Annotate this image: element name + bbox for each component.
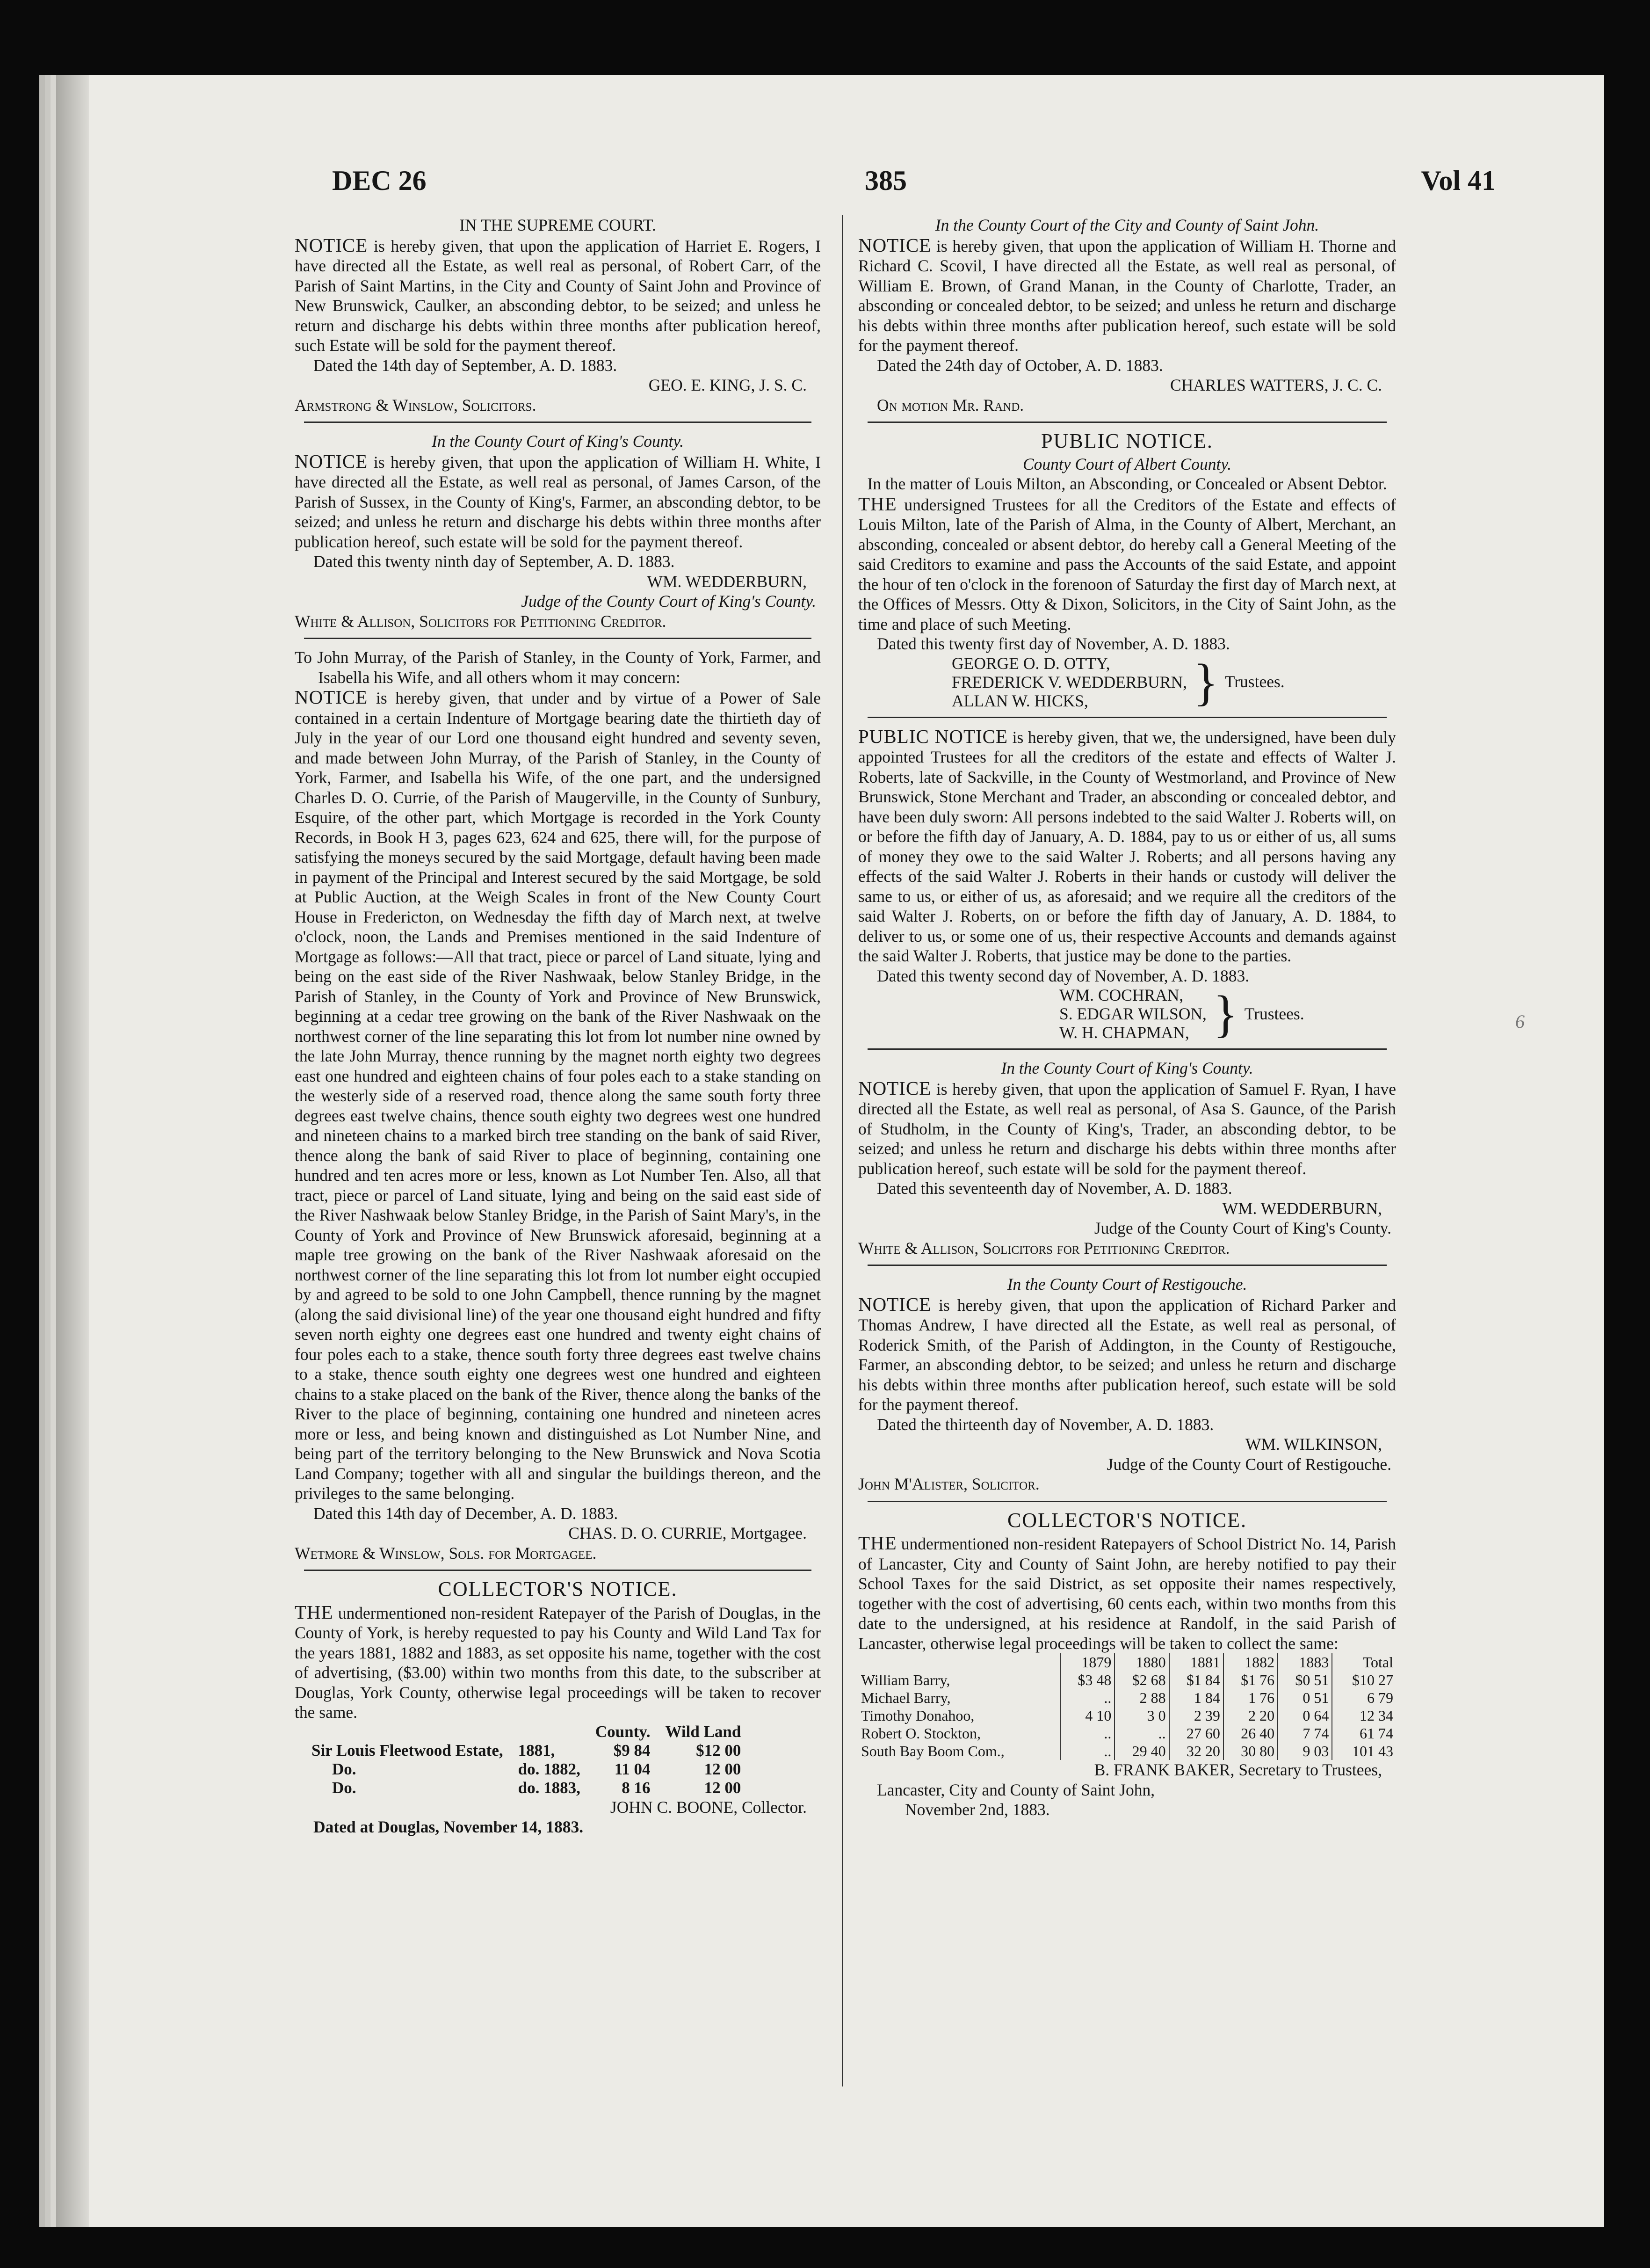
table-cell: 12 00 (704, 1778, 741, 1797)
table-header-row (858, 1653, 1396, 1671)
notice-judge-title: Judge of the County Court of King's County. (1094, 1219, 1391, 1237)
table-cell: 30 80 (1223, 1742, 1278, 1760)
table-cell: Do. (332, 1778, 356, 1797)
section-rule (868, 717, 1387, 718)
table-cell: 9 03 (1278, 1742, 1332, 1760)
notice-body: THE undermentioned non-resident Ratepayers of School District No. 14, Parish of Lancaster, City and County of Saint John, are hereby notified to pay their School Taxes for the said District, as set opposite their names respectively, together with the cost of advertising, 60 cents each, within two months from this date to the undersigned, at his residence at Randolf, in the said Parish of Lancaster, otherwise legal proceedings will be taken to collect the same: (858, 1532, 1396, 1653)
table-cell: $0 51 (1278, 1671, 1332, 1689)
table-cell: $1 84 (1169, 1671, 1223, 1689)
trustee-name: ALLAN W. HICKS, (952, 691, 1088, 710)
table-row (304, 1760, 748, 1779)
column-header: Wild Land (665, 1722, 741, 1741)
table-cell: do. 1883, (518, 1778, 580, 1797)
notice-signer: GEO. E. KING, J. S. C. (648, 376, 807, 394)
column-header (858, 1653, 1060, 1671)
westmorland-public-notice (858, 727, 1396, 1042)
column-header: Total (1332, 1653, 1396, 1671)
table-row (304, 1741, 748, 1760)
table-row (304, 1779, 748, 1797)
notice-body: THE undermentioned non-resident Ratepayer of the Parish of Douglas, in the County of York, is hereby requested to pay his County and Wild Land Tax for the years 1881, 1882 and 1883, as set opposite his name, together with the cost of advertising, ($3.00) within two months from this date, to the subscriber at Douglas, York County, otherwise legal proceedings will be taken to recover the same. (295, 1601, 821, 1722)
notice-date: November 2nd, 1883. (905, 1800, 1050, 1819)
supreme-court-notice (295, 215, 821, 415)
table-cell: 32 20 (1169, 1742, 1223, 1760)
table-cell: .. (1060, 1689, 1114, 1707)
table-cell: 3 0 (1114, 1707, 1169, 1724)
notice-body: NOTICE is hereby given, that under and by virtue of a Power of Sale contained in a certain Indenture of Mortgage bearing date the thirtieth day of July in the year of our Lord one thousand eight hundred and seventy seven, and made between John Murray, of the Parish of Stanley, in the County of York, Farmer, and Isabella his Wife, of the one part, and the undersigned Charles D. O. Currie, of the Parish of Maugerville, in the County of Sunbury, Esquire, of the other part, which Mortgage is recorded in the York County Records, in Book H 3, pages 623, 624 and 625, there will, for the purpose of satisfying the moneys secured by the said Mortgage, default having been made in payment of the Principal and Interest secured by the said Mortgage, be sold at Public Auction, at the Weigh Scales in front of the New County Court House in Fredericton, on Wednesday the fifth day of March next, at twelve o'clock, noon, the Lands and Premises mentioned in the said Indenture of Mortgage as follows:—All that tract, piece or parcel of Land situate, lying and being on the east side of the River Nashwaak, below Stanley Bridge, in the Parish of Stanley, in the County of York and Province of New Brunswick, beginning at a cedar tree growing on the bank of the River Nashwaak on the northwest corner of the line separating this lot from lot number nine owned by the late John Murray, thence running by the magnet north eighty two degrees east one hundred and eighteen chains of four poles each to a stake standing on the westerly side of a reserved road, thence along the same south forty three degrees east twelve chains, thence south eighty two degrees west one hundred and nineteen chains to a marked birch tree standing on the bank of said River, thence along the bank of said River to place of beginning, containing one hundred and ten acres more or less, known as Lot Number Ten. Also, all that tract, piece or parcel of Land situate, lying and being on the said east side of the River Nashwaak below Stanley Bridge, in the Parish of Saint Mary's, in the County of York and Province of New Brunswick aforesaid, beginning at a maple tree growing on the bank of the River Nashwaak aforesaid on the northwest corner of the line separating this lot from lot number eight occupied by and agreed to be sold to one John Campbell, thence running by the magnet (along the said divisional line) of the year one thousand eight hundred and fifty seven north eighty one degrees east one hundred and twenty eight chains of four poles each to a stake, thence south forty three degrees east twelve chains to a stake, thence south eighty one degrees west one hundred and eighteen chains to a stake placed on the bank of the River, thence along the banks of the River to the place of beginning, containing one hundred and nineteen acres more or less, and being known and distinguished as Lot Number Nine, and being part of the territory belonging to the New Brunswick and Nova Scotia Land Company; together with all and singular the buildings thereon, and the privileges to the same belonging. (295, 686, 821, 1503)
table-cell: 29 40 (1114, 1742, 1169, 1760)
trustee-name: GEORGE O. D. OTTY, (952, 654, 1110, 673)
column-header: 1880 (1114, 1653, 1169, 1671)
notice-heading: In the County Court of King's County. (1001, 1059, 1253, 1077)
table-cell: 0 64 (1278, 1707, 1332, 1724)
saint-john-county-notice (858, 215, 1396, 415)
table-cell: 1881, (518, 1741, 555, 1759)
section-rule (868, 422, 1387, 423)
table-cell: $1 76 (1223, 1671, 1278, 1689)
table-row (858, 1707, 1396, 1724)
notice-signer: WM. WILKINSON, (1245, 1435, 1382, 1454)
notice-body: NOTICE is hereby given, that upon the application of Richard Parker and Thomas Andrew, I have directed all the Estate, as well real as personal, of Roderick Smith, of the Parish of Addington, in the County of Restigouche, Farmer, an absconding debtor, to be seized; and unless he return and discharge his debts within three months after publication hereof, such estate will be sold for the payment thereof. (858, 1293, 1396, 1414)
table-cell: .. (1060, 1724, 1114, 1742)
notice-signer: WM. WEDDERBURN, (647, 572, 807, 591)
right-column (858, 215, 1396, 1826)
table-cell: 4 10 (1060, 1707, 1114, 1724)
column-header: County. (595, 1722, 651, 1741)
trustee-name: W. H. CHAPMAN, (1059, 1023, 1189, 1042)
notice-solicitors: Wetmore & Winslow, Sols. for Mortgagee. (295, 1543, 597, 1563)
left-column (295, 215, 821, 1844)
table-cell: 11 04 (614, 1759, 651, 1778)
notice-heading: PUBLIC NOTICE. (1041, 429, 1213, 452)
trustees-label: Trustees. (1224, 672, 1285, 691)
table-header-row (304, 1723, 748, 1741)
collectors-notice-lancaster (858, 1508, 1396, 1820)
notice-heading: In the County Court of Restigouche. (1007, 1275, 1247, 1294)
notice-court: County Court of Albert County. (1022, 454, 1232, 473)
brace-icon: } (1213, 985, 1238, 1042)
notice-date: Dated the thirteenth day of November, A. D. 1883. (877, 1415, 1214, 1434)
table-cell: 1 76 (1223, 1689, 1278, 1707)
notice-date: Dated the 14th day of September, A. D. 1883. (313, 356, 617, 375)
column-header: 1883 (1278, 1653, 1332, 1671)
table-cell: 27 60 (1169, 1724, 1223, 1742)
column-header: 1881 (1169, 1653, 1223, 1671)
notice-solicitors: White & Allison, Solicitors for Petitioning Creditor. (858, 1238, 1230, 1258)
notice-solicitors: Armstrong & Winslow, Solicitors. (295, 395, 536, 414)
notice-heading: COLLECTOR'S NOTICE. (1007, 1508, 1247, 1532)
notice-date: Dated this seventeenth day of November, A. D. 1883. (877, 1179, 1232, 1198)
table-cell: 0 51 (1278, 1689, 1332, 1707)
table-cell: 7 74 (1278, 1724, 1332, 1742)
wild-land-tax-table (304, 1723, 748, 1797)
header-page-number: 385 (865, 165, 907, 196)
page-header (276, 165, 1496, 202)
albert-county-public-notice (858, 431, 1396, 710)
collectors-notice-douglas (295, 1579, 821, 1837)
table-cell: South Bay Boom Com., (861, 1743, 1005, 1759)
notice-date: Dated this 14th day of December, A. D. 1883. (313, 1504, 618, 1523)
notice-matter: In the matter of Louis Milton, an Absconding, or Concealed or Absent Debtor. (867, 474, 1387, 493)
table-cell: 8 16 (622, 1778, 651, 1797)
trustee-name: S. EDGAR WILSON, (1059, 1004, 1207, 1023)
table-cell: 101 43 (1332, 1742, 1396, 1760)
table-cell: $12 00 (696, 1741, 741, 1759)
notice-place: Lancaster, City and County of Saint John, (877, 1780, 1155, 1799)
notice-body: NOTICE is hereby given, that upon the application of William H. White, I have directed all the Estate, as well real as personal, of James Carson, of the Parish of Sussex, in the County of King's, Farmer, an absconding debtor, to be seized; and unless he return and discharge his debts within three months after publication hereof, such estate will be sold for the payment thereof. (295, 450, 821, 551)
notice-date: Dated this twenty first day of November, A. D. 1883. (877, 634, 1230, 653)
notice-signer: CHARLES WATTERS, J. C. C. (1170, 376, 1382, 394)
section-rule (304, 638, 811, 639)
table-cell: .. (1114, 1724, 1169, 1742)
column-header: 1882 (1223, 1653, 1278, 1671)
notice-judge-title: Judge of the County Court of King's County. (521, 592, 816, 611)
notice-solicitors: John M'Alister, Solicitor. (858, 1475, 1040, 1493)
column-divider (842, 215, 843, 2086)
section-rule (868, 1265, 1387, 1266)
header-volume: Vol 41 (1421, 165, 1496, 196)
table-cell: 2 20 (1223, 1707, 1278, 1724)
notice-signer: CHAS. D. O. CURRIE, Mortgagee. (568, 1524, 807, 1542)
column-header: 1879 (1060, 1653, 1114, 1671)
notice-heading: COLLECTOR'S NOTICE. (438, 1577, 678, 1600)
table-cell: .. (1060, 1742, 1114, 1760)
table-cell: 2 39 (1169, 1707, 1223, 1724)
notice-date: Dated this twenty second day of November, A. D. 1883. (877, 966, 1250, 985)
notice-body: NOTICE is hereby given, that upon the application of Samuel F. Ryan, I have directed all the Estate, as well real as personal, of Asa S. Gaunce, of the Parish of Studholm, in the County of King's, Trader, an absconding debtor, to be seized; and unless he return and discharge his debts within three months after publication hereof, such estate will be sold for the payment thereof. (858, 1077, 1396, 1178)
trustees-label: Trustees. (1244, 1004, 1304, 1023)
section-rule (868, 1501, 1387, 1502)
notice-address: To John Murray, of the Parish of Stanley, in the County of York, Farmer, and Isabella his Wife, and all others whom it may concern: (295, 648, 821, 687)
table-row (858, 1742, 1396, 1760)
table-cell: Do. (332, 1759, 356, 1778)
table-cell: 26 40 (1223, 1724, 1278, 1742)
section-rule (868, 1048, 1387, 1050)
trustees-block (858, 986, 1396, 1042)
table-cell: 12 00 (704, 1759, 741, 1778)
notice-date: Dated the 24th day of October, A. D. 1883. (877, 356, 1163, 375)
table-cell: 2 88 (1114, 1689, 1169, 1707)
notice-body: NOTICE is hereby given, that upon the application of William H. Thorne and Richard C. Scovil, I have directed all the Estate, as well real as personal, of William E. Brown, of Grand Manan, in the County of Charlotte, Trader, an absconding or concealed debtor, to be seized; and unless he return and discharge his debts within three months after publication hereof, such estate will be sold for the payment thereof. (858, 234, 1396, 355)
table-cell: Sir Louis Fleetwood Estate, (311, 1741, 503, 1759)
notice-signer: JOHN C. BOONE, Collector. (610, 1797, 807, 1817)
margin-pencil-mark: 6 (1515, 1011, 1525, 1032)
table-cell: 1 84 (1169, 1689, 1223, 1707)
notice-date: Dated this twenty ninth day of September, A. D. 1883. (313, 552, 675, 571)
notice-body: NOTICE is hereby given, that upon the application of Harriet E. Rogers, I have directed all the Estate, as well real as personal, of Robert Carr, of the Parish of Saint Martins, in the City and County of Saint John and Province of New Brunswick, Caulker, an absconding debtor, to be seized; and unless he return and discharge his debts within three months after publication hereof, such Estate will be sold for the payment thereof. (295, 234, 821, 355)
table-cell: 61 74 (1332, 1724, 1396, 1742)
notice-heading: IN THE SUPREME COURT. (459, 216, 656, 234)
table-cell: William Barry, (861, 1672, 950, 1688)
table-cell: 12 34 (1332, 1707, 1396, 1724)
trustee-name: WM. COCHRAN, (1059, 986, 1184, 1004)
section-rule (304, 422, 811, 423)
notice-heading: In the County Court of King's County. (431, 432, 684, 451)
restigouche-notice (858, 1274, 1396, 1494)
kings-county-notice-1 (295, 431, 821, 631)
table-cell: Michael Barry, (861, 1689, 951, 1706)
table-row (858, 1724, 1396, 1742)
notice-body: THE undersigned Trustees for all the Creditors of the Estate and effects of Louis Milton, late of the Parish of Alma, in the County of Albert, Merchant, an absconding, concealed or absent debtor, do hereby call a General Meeting of the said Creditors to examine and pass the Accounts of the said Estate, and appoint the hour of ten o'clock in the forenoon of Saturday the first day of March next, at the Offices of Messrs. Otty & Dixon, Solicitors, in the City of Saint John, as the time and place of such Meeting. (858, 493, 1396, 633)
notice-heading: In the County Court of the City and County of Saint John. (935, 216, 1319, 234)
notice-body: PUBLIC NOTICE is hereby given, that we, the undersigned, have been duly appointed Trustees for all the creditors of the estate and effects of Walter J. Roberts, late of Sackville, in the County of Westmorland, and Province of New Brunswick, Stone Merchant and Trader, an absconding or concealed debtor, and have been duly sworn: All persons indebted to the said Walter J. Roberts will, on or before the fifth day of January, A. D. 1884, pay to us or either of us, all sums of money they owe to the said Walter J. Roberts; and all persons having any effects of the said Walter J. Roberts in their hands or custody will deliver the same to us, or either of us, as aforesaid; and we require all the creditors of the said Walter J. Roberts, on or before the fifth day of January, A. D. 1884, to deliver to us, or some one of us, their respective Accounts and demands against the said Walter J. Roberts, that justice may be done to the parties. (858, 725, 1397, 965)
kings-county-notice-2 (858, 1058, 1396, 1258)
table-cell: $3 48 (1060, 1671, 1114, 1689)
table-cell: do. 1882, (518, 1759, 580, 1778)
table-cell: $9 84 (613, 1741, 651, 1759)
table-cell: 6 79 (1332, 1689, 1396, 1707)
notice-judge-title: Judge of the County Court of Restigouche. (1107, 1454, 1391, 1474)
notice-motion: On motion Mr. Rand. (877, 395, 1024, 414)
table-cell: $10 27 (1332, 1671, 1396, 1689)
page-edge (56, 75, 89, 2227)
header-date: DEC 26 (332, 165, 427, 196)
table-cell: Timothy Donahoo, (861, 1707, 975, 1724)
table-row (858, 1671, 1396, 1689)
mortgage-sale-notice (295, 647, 821, 1563)
notice-date: Dated at Douglas, November 14, 1883. (313, 1817, 584, 1836)
table-cell: Robert O. Stockton, (861, 1725, 981, 1742)
table-cell: $2 68 (1114, 1671, 1169, 1689)
table-row (858, 1689, 1396, 1707)
notice-signer: WM. WEDDERBURN, (1222, 1199, 1382, 1218)
section-rule (304, 1570, 811, 1571)
trustees-block (858, 654, 1396, 710)
trustee-name: FREDERICK V. WEDDERBURN, (952, 672, 1187, 691)
notice-solicitors: White & Allison, Solicitors for Petitioning Creditor. (295, 611, 666, 631)
school-tax-table (858, 1653, 1396, 1760)
notice-signer: B. FRANK BAKER, Secretary to Trustees, (1094, 1760, 1382, 1779)
brace-icon: } (1193, 653, 1218, 711)
